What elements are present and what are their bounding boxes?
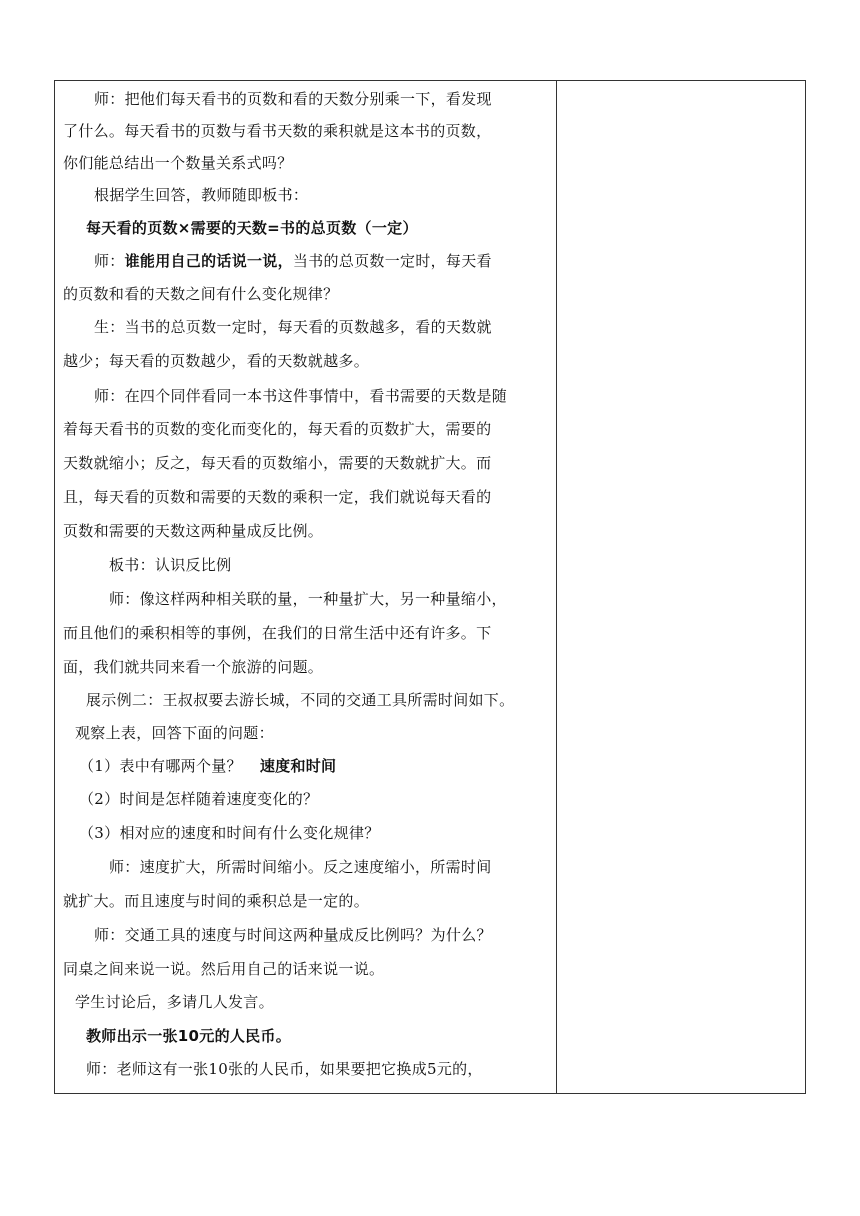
text-line: 你们能总结出一个数量关系式吗？ <box>63 154 293 172</box>
text-line: 了什么。每天看书的页数与看书天数的乘积就是这本书的页数， <box>63 122 492 140</box>
text-prefix: 师： <box>94 252 125 270</box>
text-line: 就扩大。而且速度与时间的乘积总是一定的。 <box>63 892 370 910</box>
notes-column <box>557 81 806 1093</box>
text-line: 生：当书的总页数一定时，每天看的页数越多，看的天数就 <box>94 318 492 336</box>
question-line <box>79 756 336 776</box>
text-line: 学生讨论后，多请几人发言。 <box>75 993 274 1011</box>
text-line: 师：老师这有一张10张的人民币，如果要把它换成5元的， <box>86 1060 483 1078</box>
text-line: 越少；每天看的页数越少，看的天数就越多。 <box>63 352 370 370</box>
document-table <box>54 80 806 1094</box>
text-line: 根据学生回答，教师随即板书： <box>94 186 309 204</box>
emphasis-text: 谁能用自己的话说一说， <box>124 252 293 270</box>
question-line: （2）时间是怎样随着速度变化的？ <box>79 790 319 808</box>
text-line: 面，我们就共同来看一个旅游的问题。 <box>63 658 324 676</box>
text-line: 同桌之间来说一说。然后用自己的话来说一说。 <box>63 960 385 978</box>
text-line: 而且他们的乘积相等的事例，在我们的日常生活中还有许多。下 <box>63 624 492 642</box>
text-line: 师：把他们每天看书的页数和看的天数分别乘一下，看发现 <box>94 90 492 108</box>
text-line: 且，每天看的页数和需要的天数的乘积一定，我们就说每天看的 <box>63 488 492 506</box>
text-line: 页数和需要的天数这两种量成反比例。 <box>63 522 324 540</box>
text-line: 师：在四个同伴看同一本书这件事情中，看书需要的天数是随 <box>94 387 508 405</box>
text-line: 的页数和看的天数之间有什么变化规律？ <box>63 285 339 303</box>
text-line <box>94 251 492 271</box>
text-line: 观察上表，回答下面的问题： <box>75 724 274 742</box>
answer-text: 速度和时间 <box>259 757 337 775</box>
formula-line: 每天看的页数×需要的天数=书的总页数（一定） <box>86 219 418 237</box>
text-line: 着每天看书的页数的变化而变化的，每天看的页数扩大，需要的 <box>63 420 492 438</box>
text-suffix: 当书的总页数一定时，每天看 <box>292 252 492 270</box>
text-line: 板书：认识反比例 <box>109 556 232 574</box>
text-line: 天数就缩小；反之，每天看的页数缩小，需要的天数就扩大。而 <box>63 454 492 472</box>
emphasis-line: 教师出示一张10元的人民币。 <box>86 1027 292 1045</box>
text-line: 师：交通工具的速度与时间这两种量成反比例吗？为什么？ <box>94 926 492 944</box>
question-line: （3）相对应的速度和时间有什么变化规律？ <box>79 824 380 842</box>
text-line: 师：像这样两种相关联的量，一种量扩大，另一种量缩小， <box>109 590 507 608</box>
text-line: 展示例二：王叔叔要去游长城，不同的交通工具所需时间如下。 <box>86 691 515 709</box>
text-line: 师：速度扩大，所需时间缩小。反之速度缩小，所需时间 <box>109 858 492 876</box>
question-text: （1）表中有哪两个量？ <box>79 757 242 775</box>
